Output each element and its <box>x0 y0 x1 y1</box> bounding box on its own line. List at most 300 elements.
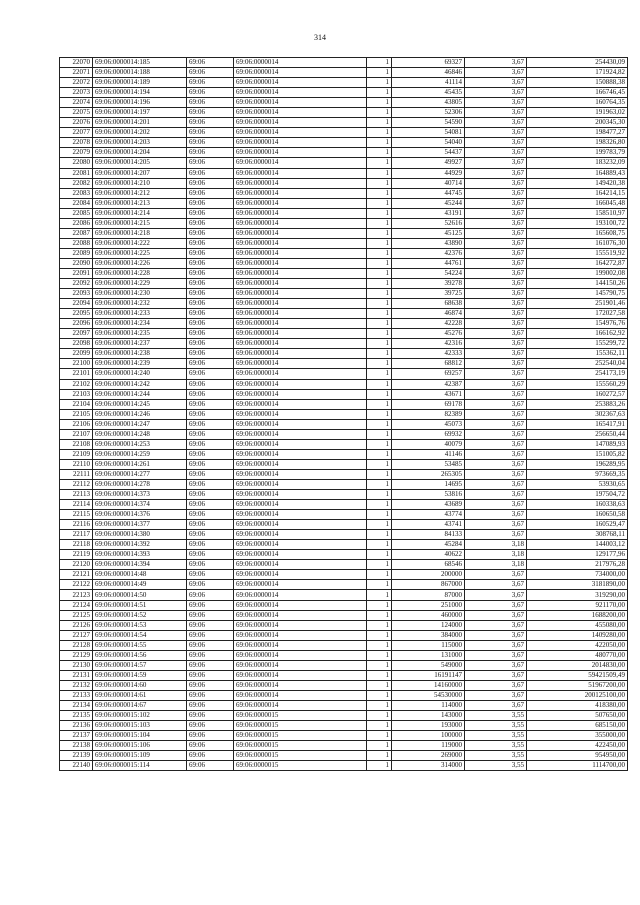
row-number-cell: 22117 <box>60 530 93 540</box>
cadastral-value-cell: 165417,91 <box>527 419 628 429</box>
row-number-cell: 22106 <box>60 419 93 429</box>
cadastral-value-cell: 200125100,00 <box>527 690 628 700</box>
cadastral-number-cell: 69:06:0000015:104 <box>93 731 187 741</box>
group-cell: 1 <box>367 108 392 118</box>
rate-cell: 3,67 <box>465 439 527 449</box>
cadastral-number-cell: 69:06:0000014:59 <box>93 670 187 680</box>
row-number-cell: 22092 <box>60 279 93 289</box>
row-number-cell: 22107 <box>60 429 93 439</box>
group-cell: 1 <box>367 721 392 731</box>
quarter-code-cell: 69:06:0000014 <box>234 429 367 439</box>
quarter-code-cell: 69:06:0000015 <box>234 711 367 721</box>
rate-cell: 3,67 <box>465 610 527 620</box>
row-number-cell: 22113 <box>60 490 93 500</box>
area-cell: 53485 <box>392 459 465 469</box>
area-cell: 265305 <box>392 469 465 479</box>
quarter-code-cell: 69:06:0000014 <box>234 650 367 660</box>
cadastral-value-cell: 183232,09 <box>527 158 628 168</box>
cadastral-number-cell: 69:06:0000015:103 <box>93 721 187 731</box>
group-cell: 1 <box>367 650 392 660</box>
district-code-cell: 69:06 <box>187 690 234 700</box>
table-row <box>60 339 628 349</box>
row-number-cell: 22120 <box>60 560 93 570</box>
area-cell: 39725 <box>392 289 465 299</box>
cadastral-value-cell: 161076,30 <box>527 238 628 248</box>
row-number-cell: 22129 <box>60 650 93 660</box>
row-number-cell: 22098 <box>60 339 93 349</box>
area-cell: 40714 <box>392 178 465 188</box>
district-code-cell: 69:06 <box>187 128 234 138</box>
rate-cell: 3,67 <box>465 68 527 78</box>
quarter-code-cell: 69:06:0000014 <box>234 238 367 248</box>
rate-cell: 3,67 <box>465 88 527 98</box>
district-code-cell: 69:06 <box>187 610 234 620</box>
row-number-cell: 22096 <box>60 319 93 329</box>
area-cell: 87000 <box>392 590 465 600</box>
cadastral-value-cell: 166162,92 <box>527 329 628 339</box>
table-row <box>60 389 628 399</box>
district-code-cell: 69:06 <box>187 469 234 479</box>
row-number-cell: 22081 <box>60 168 93 178</box>
rate-cell: 3,67 <box>465 178 527 188</box>
district-code-cell: 69:06 <box>187 530 234 540</box>
rate-cell: 3,67 <box>465 469 527 479</box>
area-cell: 115000 <box>392 640 465 650</box>
district-code-cell: 69:06 <box>187 751 234 761</box>
district-code-cell: 69:06 <box>187 479 234 489</box>
group-cell: 1 <box>367 168 392 178</box>
district-code-cell: 69:06 <box>187 289 234 299</box>
group-cell: 1 <box>367 580 392 590</box>
area-cell: 54590 <box>392 118 465 128</box>
quarter-code-cell: 69:06:0000014 <box>234 329 367 339</box>
quarter-code-cell: 69:06:0000014 <box>234 590 367 600</box>
group-cell: 1 <box>367 68 392 78</box>
row-number-cell: 22109 <box>60 449 93 459</box>
quarter-code-cell: 69:06:0000014 <box>234 279 367 289</box>
cadastral-value-cell: 151005,82 <box>527 449 628 459</box>
group-cell: 1 <box>367 309 392 319</box>
district-code-cell: 69:06 <box>187 560 234 570</box>
district-code-cell: 69:06 <box>187 118 234 128</box>
quarter-code-cell: 69:06:0000014 <box>234 419 367 429</box>
area-cell: 549000 <box>392 660 465 670</box>
cadastral-number-cell: 69:06:0000014:56 <box>93 650 187 660</box>
district-code-cell: 69:06 <box>187 600 234 610</box>
rate-cell: 3,67 <box>465 630 527 640</box>
area-cell: 54530000 <box>392 690 465 700</box>
group-cell: 1 <box>367 369 392 379</box>
table-row <box>60 520 628 530</box>
cadastral-value-cell: 319290,00 <box>527 590 628 600</box>
row-number-cell: 22074 <box>60 98 93 108</box>
group-cell: 1 <box>367 148 392 158</box>
row-number-cell: 22078 <box>60 138 93 148</box>
row-number-cell: 22137 <box>60 731 93 741</box>
table-row <box>60 148 628 158</box>
group-cell: 1 <box>367 399 392 409</box>
cadastral-value-cell: 254430,09 <box>527 58 628 68</box>
cadastral-value-cell: 198477,27 <box>527 128 628 138</box>
group-cell: 1 <box>367 258 392 268</box>
cadastral-value-cell: 144003,12 <box>527 540 628 550</box>
district-code-cell: 69:06 <box>187 178 234 188</box>
group-cell: 1 <box>367 138 392 148</box>
cadastral-value-cell: 1114700,00 <box>527 761 628 771</box>
cadastral-value-cell: 308768,11 <box>527 530 628 540</box>
district-code-cell: 69:06 <box>187 78 234 88</box>
table-row <box>60 98 628 108</box>
district-code-cell: 69:06 <box>187 650 234 660</box>
table-row <box>60 138 628 148</box>
quarter-code-cell: 69:06:0000014 <box>234 520 367 530</box>
cadastral-number-cell: 69:06:0000014:61 <box>93 690 187 700</box>
row-number-cell: 22080 <box>60 158 93 168</box>
quarter-code-cell: 69:06:0000014 <box>234 188 367 198</box>
row-number-cell: 22123 <box>60 590 93 600</box>
group-cell: 1 <box>367 188 392 198</box>
cadastral-number-cell: 69:06:0000014:377 <box>93 520 187 530</box>
area-cell: 114000 <box>392 701 465 711</box>
group-cell: 1 <box>367 449 392 459</box>
row-number-cell: 22116 <box>60 520 93 530</box>
row-number-cell: 22108 <box>60 439 93 449</box>
quarter-code-cell: 69:06:0000014 <box>234 218 367 228</box>
row-number-cell: 22119 <box>60 550 93 560</box>
cadastral-value-cell: 256650,44 <box>527 429 628 439</box>
area-cell: 42333 <box>392 349 465 359</box>
cadastral-number-cell: 69:06:0000014:246 <box>93 409 187 419</box>
area-cell: 200000 <box>392 570 465 580</box>
area-cell: 39278 <box>392 279 465 289</box>
row-number-cell: 22133 <box>60 690 93 700</box>
district-code-cell: 69:06 <box>187 138 234 148</box>
row-number-cell: 22094 <box>60 299 93 309</box>
cadastral-value-cell: 1409280,00 <box>527 630 628 640</box>
table-row <box>60 68 628 78</box>
area-cell: 41114 <box>392 78 465 88</box>
district-code-cell: 69:06 <box>187 279 234 289</box>
rate-cell: 3,67 <box>465 570 527 580</box>
group-cell: 1 <box>367 389 392 399</box>
table-row <box>60 540 628 550</box>
cadastral-number-cell: 69:06:0000014:202 <box>93 128 187 138</box>
district-code-cell: 69:06 <box>187 660 234 670</box>
group-cell: 1 <box>367 680 392 690</box>
quarter-code-cell: 69:06:0000014 <box>234 58 367 68</box>
quarter-code-cell: 69:06:0000014 <box>234 228 367 238</box>
cadastral-value-cell: 160529,47 <box>527 520 628 530</box>
district-code-cell: 69:06 <box>187 640 234 650</box>
cadastral-number-cell: 69:06:0000014:205 <box>93 158 187 168</box>
rate-cell: 3,67 <box>465 319 527 329</box>
quarter-code-cell: 69:06:0000014 <box>234 118 367 128</box>
group-cell: 1 <box>367 459 392 469</box>
table-row <box>60 329 628 339</box>
area-cell: 460000 <box>392 610 465 620</box>
group-cell: 1 <box>367 58 392 68</box>
rate-cell: 3,67 <box>465 279 527 289</box>
quarter-code-cell: 69:06:0000014 <box>234 550 367 560</box>
rate-cell: 3,67 <box>465 640 527 650</box>
quarter-code-cell: 69:06:0000014 <box>234 660 367 670</box>
quarter-code-cell: 69:06:0000014 <box>234 701 367 711</box>
rate-cell: 3,67 <box>465 520 527 530</box>
quarter-code-cell: 69:06:0000014 <box>234 570 367 580</box>
district-code-cell: 69:06 <box>187 439 234 449</box>
table-row <box>60 731 628 741</box>
rate-cell: 3,67 <box>465 459 527 469</box>
cadastral-number-cell: 69:06:0000014:240 <box>93 369 187 379</box>
row-number-cell: 22134 <box>60 701 93 711</box>
cadastral-value-cell: 253883,26 <box>527 399 628 409</box>
row-number-cell: 22125 <box>60 610 93 620</box>
cadastral-number-cell: 69:06:0000014:54 <box>93 630 187 640</box>
quarter-code-cell: 69:06:0000014 <box>234 258 367 268</box>
cadastral-number-cell: 69:06:0000014:188 <box>93 68 187 78</box>
group-cell: 1 <box>367 610 392 620</box>
table-row <box>60 449 628 459</box>
cadastral-number-cell: 69:06:0000014:60 <box>93 680 187 690</box>
rate-cell: 3,67 <box>465 309 527 319</box>
area-cell: 43805 <box>392 98 465 108</box>
cadastral-value-cell: 954950,00 <box>527 751 628 761</box>
table-row <box>60 761 628 771</box>
cadastral-value-cell: 199002,08 <box>527 268 628 278</box>
quarter-code-cell: 69:06:0000014 <box>234 540 367 550</box>
rate-cell: 3,67 <box>465 530 527 540</box>
table-row <box>60 279 628 289</box>
rate-cell: 3,67 <box>465 349 527 359</box>
table-row <box>60 319 628 329</box>
rate-cell: 3,67 <box>465 600 527 610</box>
rate-cell: 3,67 <box>465 399 527 409</box>
table-row <box>60 349 628 359</box>
quarter-code-cell: 69:06:0000014 <box>234 670 367 680</box>
row-number-cell: 22118 <box>60 540 93 550</box>
rate-cell: 3,67 <box>465 379 527 389</box>
row-number-cell: 22139 <box>60 751 93 761</box>
area-cell: 46846 <box>392 68 465 78</box>
group-cell: 1 <box>367 570 392 580</box>
table-row <box>60 680 628 690</box>
group-cell: 1 <box>367 349 392 359</box>
rate-cell: 3,67 <box>465 238 527 248</box>
cadastral-value-cell: 154976,76 <box>527 319 628 329</box>
cadastral-value-cell: 145790,75 <box>527 289 628 299</box>
district-code-cell: 69:06 <box>187 379 234 389</box>
area-cell: 45284 <box>392 540 465 550</box>
district-code-cell: 69:06 <box>187 701 234 711</box>
cadastral-number-cell: 69:06:0000014:204 <box>93 148 187 158</box>
area-cell: 42228 <box>392 319 465 329</box>
rate-cell: 3,67 <box>465 208 527 218</box>
rate-cell: 3,67 <box>465 479 527 489</box>
table-row <box>60 500 628 510</box>
table-row <box>60 479 628 489</box>
row-number-cell: 22072 <box>60 78 93 88</box>
cadastral-number-cell: 69:06:0000014:232 <box>93 299 187 309</box>
cadastral-number-cell: 69:06:0000014:212 <box>93 188 187 198</box>
cadastral-number-cell: 69:06:0000014:239 <box>93 359 187 369</box>
group-cell: 1 <box>367 88 392 98</box>
cadastral-value-cell: 422050,00 <box>527 640 628 650</box>
row-number-cell: 22131 <box>60 670 93 680</box>
table-row <box>60 178 628 188</box>
row-number-cell: 22077 <box>60 128 93 138</box>
group-cell: 1 <box>367 359 392 369</box>
row-number-cell: 22140 <box>60 761 93 771</box>
row-number-cell: 22088 <box>60 238 93 248</box>
area-cell: 131000 <box>392 650 465 660</box>
cadastral-value-cell: 164214,15 <box>527 188 628 198</box>
cadastral-number-cell: 69:06:0000014:233 <box>93 309 187 319</box>
quarter-code-cell: 69:06:0000014 <box>234 379 367 389</box>
cadastral-value-cell: 165608,75 <box>527 228 628 238</box>
quarter-code-cell: 69:06:0000014 <box>234 399 367 409</box>
district-code-cell: 69:06 <box>187 510 234 520</box>
row-number-cell: 22114 <box>60 500 93 510</box>
rate-cell: 3,18 <box>465 540 527 550</box>
cadastral-value-cell: 921170,00 <box>527 600 628 610</box>
group-cell: 1 <box>367 118 392 128</box>
rate-cell: 3,55 <box>465 721 527 731</box>
cadastral-value-table <box>59 57 628 771</box>
cadastral-number-cell: 69:06:0000014:218 <box>93 228 187 238</box>
group-cell: 1 <box>367 630 392 640</box>
area-cell: 69178 <box>392 399 465 409</box>
area-cell: 69932 <box>392 429 465 439</box>
cadastral-number-cell: 69:06:0000014:214 <box>93 208 187 218</box>
table-row <box>60 580 628 590</box>
quarter-code-cell: 69:06:0000014 <box>234 479 367 489</box>
cadastral-number-cell: 69:06:0000014:225 <box>93 248 187 258</box>
cadastral-number-cell: 69:06:0000014:394 <box>93 560 187 570</box>
cadastral-number-cell: 69:06:0000014:203 <box>93 138 187 148</box>
area-cell: 84133 <box>392 530 465 540</box>
rate-cell: 3,67 <box>465 248 527 258</box>
area-cell: 54224 <box>392 268 465 278</box>
district-code-cell: 69:06 <box>187 741 234 751</box>
cadastral-value-cell: 129177,96 <box>527 550 628 560</box>
row-number-cell: 22093 <box>60 289 93 299</box>
area-cell: 44929 <box>392 168 465 178</box>
table-row <box>60 58 628 68</box>
group-cell: 1 <box>367 500 392 510</box>
cadastral-value-cell: 160764,35 <box>527 98 628 108</box>
cadastral-value-cell: 252540,04 <box>527 359 628 369</box>
row-number-cell: 22128 <box>60 640 93 650</box>
group-cell: 1 <box>367 379 392 389</box>
quarter-code-cell: 69:06:0000014 <box>234 630 367 640</box>
district-code-cell: 69:06 <box>187 218 234 228</box>
area-cell: 40622 <box>392 550 465 560</box>
rate-cell: 3,67 <box>465 660 527 670</box>
area-cell: 53816 <box>392 490 465 500</box>
cadastral-value-cell: 166746,45 <box>527 88 628 98</box>
table-row <box>60 610 628 620</box>
district-code-cell: 69:06 <box>187 409 234 419</box>
area-cell: 82389 <box>392 409 465 419</box>
quarter-code-cell: 69:06:0000014 <box>234 620 367 630</box>
quarter-code-cell: 69:06:0000014 <box>234 369 367 379</box>
area-cell: 52616 <box>392 218 465 228</box>
cadastral-value-cell: 160338,63 <box>527 500 628 510</box>
cadastral-value-cell: 150888,38 <box>527 78 628 88</box>
district-code-cell: 69:06 <box>187 198 234 208</box>
quarter-code-cell: 69:06:0000014 <box>234 198 367 208</box>
cadastral-number-cell: 69:06:0000014:374 <box>93 500 187 510</box>
cadastral-value-cell: 155362,11 <box>527 349 628 359</box>
row-number-cell: 22084 <box>60 198 93 208</box>
table-row <box>60 490 628 500</box>
group-cell: 1 <box>367 690 392 700</box>
rate-cell: 3,55 <box>465 731 527 741</box>
quarter-code-cell: 69:06:0000014 <box>234 680 367 690</box>
rate-cell: 3,67 <box>465 188 527 198</box>
rate-cell: 3,67 <box>465 419 527 429</box>
cadastral-value-cell: 155299,72 <box>527 339 628 349</box>
rate-cell: 3,67 <box>465 148 527 158</box>
group-cell: 1 <box>367 640 392 650</box>
table-row <box>60 721 628 731</box>
cadastral-number-cell: 69:06:0000014:49 <box>93 580 187 590</box>
group-cell: 1 <box>367 339 392 349</box>
rate-cell: 3,67 <box>465 580 527 590</box>
rate-cell: 3,67 <box>465 670 527 680</box>
area-cell: 69327 <box>392 58 465 68</box>
cadastral-number-cell: 69:06:0000014:222 <box>93 238 187 248</box>
row-number-cell: 22130 <box>60 660 93 670</box>
group-cell: 1 <box>367 660 392 670</box>
area-cell: 251000 <box>392 600 465 610</box>
cadastral-value-cell: 51967200,00 <box>527 680 628 690</box>
row-number-cell: 22075 <box>60 108 93 118</box>
rate-cell: 3,67 <box>465 198 527 208</box>
cadastral-value-cell: 734000,00 <box>527 570 628 580</box>
area-cell: 43890 <box>392 238 465 248</box>
cadastral-number-cell: 69:06:0000014:189 <box>93 78 187 88</box>
row-number-cell: 22097 <box>60 329 93 339</box>
cadastral-number-cell: 69:06:0000014:393 <box>93 550 187 560</box>
rate-cell: 3,67 <box>465 409 527 419</box>
quarter-code-cell: 69:06:0000014 <box>234 389 367 399</box>
cadastral-value-cell: 53930,65 <box>527 479 628 489</box>
rate-cell: 3,67 <box>465 590 527 600</box>
area-cell: 43689 <box>392 500 465 510</box>
cadastral-number-cell: 69:06:0000014:226 <box>93 258 187 268</box>
cadastral-value-cell: 147089,93 <box>527 439 628 449</box>
cadastral-number-cell: 69:06:0000015:109 <box>93 751 187 761</box>
group-cell: 1 <box>367 299 392 309</box>
row-number-cell: 22122 <box>60 580 93 590</box>
row-number-cell: 22079 <box>60 148 93 158</box>
quarter-code-cell: 69:06:0000014 <box>234 289 367 299</box>
cadastral-number-cell: 69:06:0000014:253 <box>93 439 187 449</box>
group-cell: 1 <box>367 741 392 751</box>
quarter-code-cell: 69:06:0000014 <box>234 359 367 369</box>
district-code-cell: 69:06 <box>187 540 234 550</box>
district-code-cell: 69:06 <box>187 309 234 319</box>
rate-cell: 3,55 <box>465 751 527 761</box>
group-cell: 1 <box>367 158 392 168</box>
table-row <box>60 369 628 379</box>
cadastral-number-cell: 69:06:0000014:248 <box>93 429 187 439</box>
table-row <box>60 88 628 98</box>
rate-cell: 3,67 <box>465 128 527 138</box>
quarter-code-cell: 69:06:0000014 <box>234 148 367 158</box>
group-cell: 1 <box>367 208 392 218</box>
